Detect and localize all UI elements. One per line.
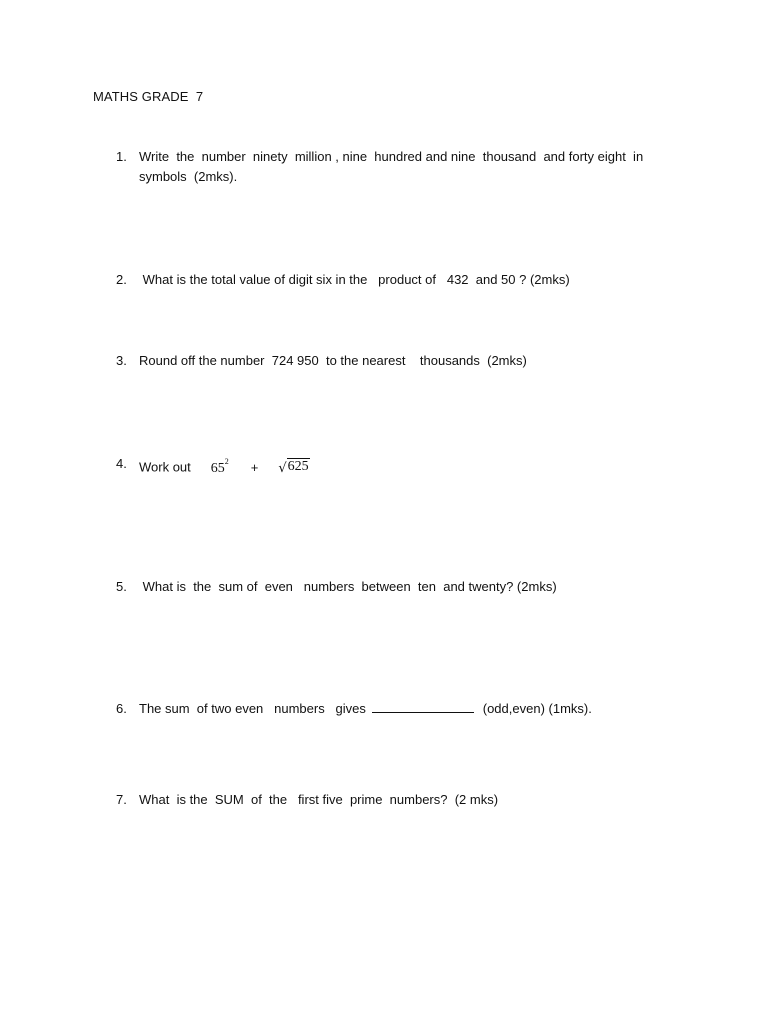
radical-sign-icon: √ [278,460,287,476]
question-text: Write the number ninety million , nine hundred and nine thousand and forty eight in symbols (2mks). [139,149,647,184]
question-number: 7. [116,792,127,807]
power-expression [210,457,229,476]
power-base: 65 [210,460,225,476]
power-exponent: 2 [224,457,229,466]
question-4 [116,454,656,479]
question-text: What is the SUM of the first five prime numbers? (2 mks) [139,792,499,807]
question-text [139,454,656,479]
question-text: What is the sum of even numbers between ten and twenty? (2mks) [139,579,557,594]
question-number: 2. [116,272,127,287]
question-text-after: (odd,even) (1mks). [482,701,592,716]
question-text: What is the total value of digit six in the product of 432 and 50 ? (2mks) [139,272,570,287]
question-text-before: The sum of two even numbers gives [139,701,366,716]
question-7 [116,790,656,810]
question-3 [116,351,656,371]
answer-blank[interactable] [372,700,474,713]
question-5 [116,577,656,597]
question-text: Round off the number 724 950 to the nearest thousands (2mks) [139,353,527,368]
question-number: 4. [116,456,127,471]
question-2 [116,270,656,290]
question-number: 3. [116,353,127,368]
question-1 [116,147,656,187]
square-root-expression [278,458,309,475]
plus-operator: + [250,459,259,475]
page-title: MATHS GRADE 7 [93,89,204,104]
question-number: 5. [116,579,127,594]
question-number: 6. [116,701,127,716]
radicand: 625 [287,458,309,474]
work-out-label: Work out [139,459,191,475]
question-number: 1. [116,149,127,164]
question-6 [116,699,656,719]
question-text [139,699,656,719]
